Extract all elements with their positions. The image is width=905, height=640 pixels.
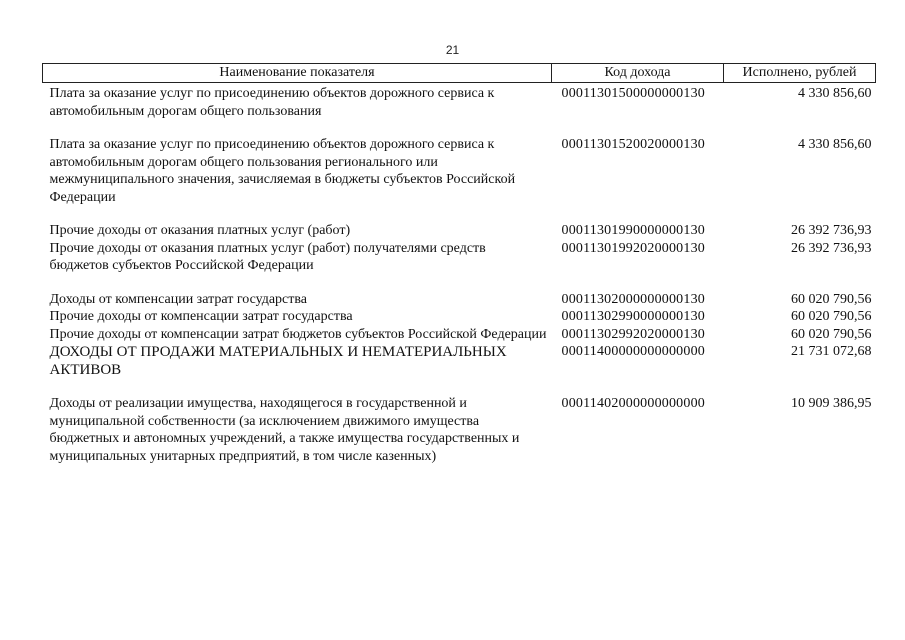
row-name: Прочие доходы от оказания платных услуг (работ)	[49, 223, 351, 238]
row-name: Плата за оказание услуг по присоединению объектов дорожного сервиса к автомобильным дорогам общего пользования регионального или межмуниципального значения, зачисляемая в бюджеты субъектов Российской Федерации	[49, 137, 516, 205]
row-code: 00011302000000000130	[561, 291, 705, 307]
page-number: 21	[445, 43, 460, 57]
table-row	[43, 395, 876, 465]
row-amount: 60 020 790,56	[791, 326, 872, 342]
row-amount: 10 909 386,95	[791, 396, 872, 411]
table-row	[43, 308, 876, 326]
row-code: 00011302992020000130	[561, 326, 705, 342]
row-name: Плата за оказание услуг по присоединению объектов дорожного сервиса к автомобильным дорогам общего пользования	[49, 86, 495, 119]
table-row	[43, 83, 876, 137]
revenue-table	[42, 63, 876, 465]
table-row	[43, 343, 876, 395]
table-header-row	[43, 64, 876, 83]
header-code: Код дохода	[552, 64, 724, 83]
row-code: 00011400000000000000	[561, 344, 705, 359]
row-code: 00011301500000000130	[561, 86, 705, 101]
row-code: 00011302990000000130	[561, 309, 705, 324]
row-name: Прочие доходы от оказания платных услуг (работ) получателями средств бюджетов субъектов Российской Федерации	[49, 240, 486, 273]
row-code: 00011402000000000000	[561, 396, 705, 411]
row-name: Прочие доходы от компенсации затрат государства	[49, 309, 353, 324]
row-amount: 4 330 856,60	[798, 86, 872, 101]
table-row	[43, 136, 876, 222]
row-code: 00011301992020000130	[561, 240, 705, 256]
row-amount: 21 731 072,68	[791, 344, 872, 359]
table-row	[43, 291, 876, 309]
row-name: Прочие доходы от компенсации затрат бюджетов субъектов Российской Федерации	[49, 326, 547, 342]
header-name: Наименование показателя	[43, 64, 552, 83]
row-code: 00011301520020000130	[561, 137, 705, 152]
row-name: Доходы от реализации имущества, находящегося в государственной и муниципальной собственности (за исключением движимого имущества бюджетных и автономных учреждений, а также имущества государственных и муниципальных унитарных предприятий, в том числе казенных)	[49, 396, 520, 464]
table-row	[43, 326, 876, 344]
row-amount: 60 020 790,56	[791, 309, 872, 324]
table-row	[43, 222, 876, 240]
row-code: 00011301990000000130	[561, 223, 705, 238]
row-amount: 26 392 736,93	[791, 240, 872, 256]
row-amount: 26 392 736,93	[791, 223, 872, 238]
row-amount: 4 330 856,60	[798, 137, 872, 152]
header-amount: Исполнено, рублей	[724, 64, 876, 83]
row-amount: 60 020 790,56	[791, 291, 872, 307]
row-name: ДОХОДЫ ОТ ПРОДАЖИ МАТЕРИАЛЬНЫХ И НЕМАТЕРИАЛЬНЫХ АКТИВОВ	[49, 344, 507, 378]
row-name: Доходы от компенсации затрат государства	[49, 291, 308, 307]
table-row	[43, 240, 876, 291]
